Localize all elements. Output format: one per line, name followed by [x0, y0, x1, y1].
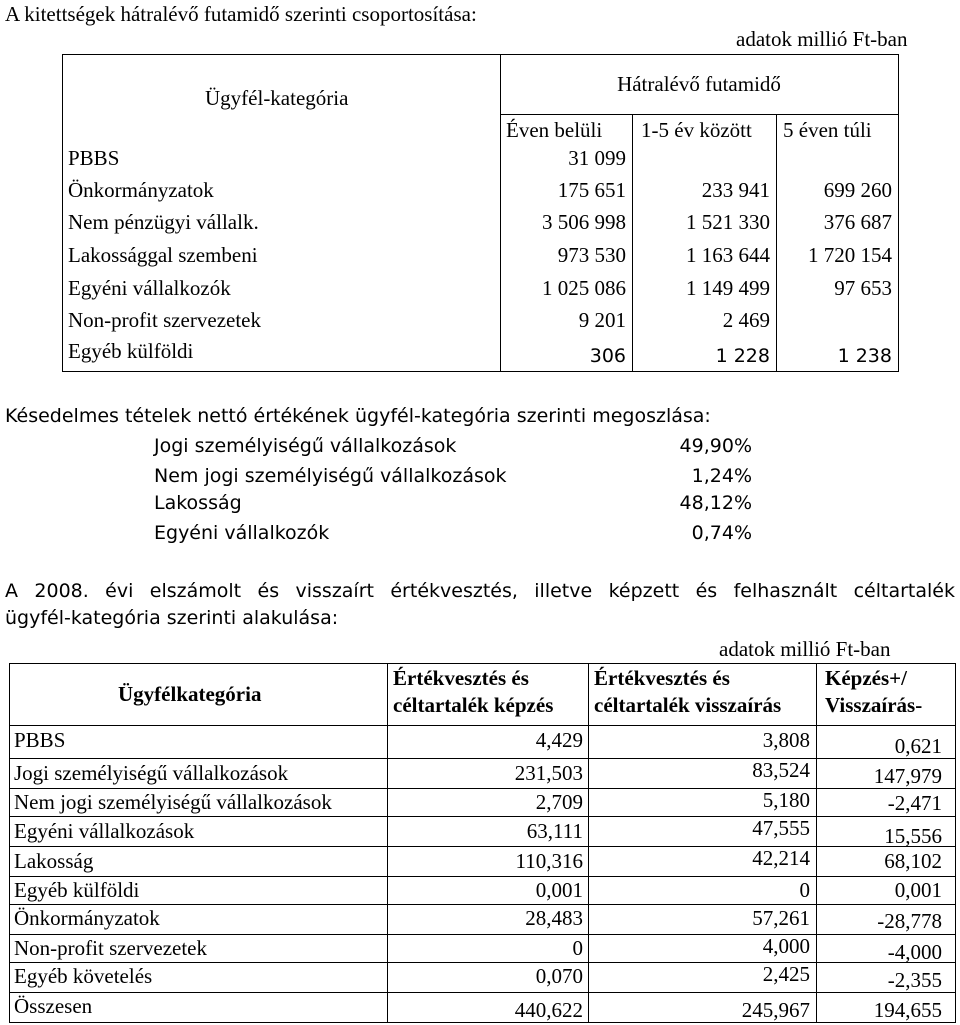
- maturity-cell: 1 228: [715, 345, 770, 367]
- maturity-row-label: Non-profit szervezetek: [68, 308, 261, 332]
- list-item-label: Egyéni vállalkozók: [154, 522, 330, 544]
- impairment-row-label: Lakosság: [14, 849, 94, 873]
- impairment-row-label: Önkormányzatok: [14, 906, 160, 930]
- impairment-cell: 231,503: [514, 761, 583, 785]
- maturity-row-label: Önkormányzatok: [68, 178, 214, 202]
- section1-title: A kitettségek hátralévő futamidő szerinti csoportosítása:: [5, 2, 477, 26]
- maturity-cell: 376 687: [823, 210, 892, 234]
- impairment-row-label: Nem jogi személyiségű vállalkozások: [14, 790, 332, 814]
- impairment-total-cell: 245,967: [741, 998, 810, 1022]
- impairment-cell: 15,556: [884, 824, 942, 848]
- impairment-cell: 47,555: [752, 816, 810, 840]
- impairment-row-label: Egyéb követelés: [14, 964, 153, 988]
- maturity-category-header: Ügyfél-kategória: [205, 86, 349, 110]
- impairment-total-cell: 440,622: [514, 998, 583, 1022]
- list-item-value: 48,12%: [679, 492, 752, 514]
- impairment-cell: 28,483: [525, 906, 583, 930]
- maturity-cell: 233 941: [701, 178, 770, 202]
- impairment-col1-header-line2: céltartalék képzés: [393, 693, 554, 717]
- impairment-col1-header-line1: Értékvesztés és: [393, 666, 529, 690]
- maturity-cell: 9 201: [578, 308, 626, 332]
- impairment-cell: 68,102: [884, 849, 942, 873]
- maturity-cell: 1 720 154: [808, 243, 892, 267]
- impairment-cell: 2,709: [535, 790, 583, 814]
- impairment-row-label: Egyéni vállalkozások: [14, 819, 195, 843]
- impairment-cell: 0,001: [894, 878, 942, 902]
- impairment-category-header: Ügyfélkategória: [118, 682, 262, 706]
- maturity-cell: 1 025 086: [542, 276, 626, 300]
- impairment-cell: 0,001: [535, 878, 583, 902]
- section3-unit-note: adatok millió Ft-ban: [719, 637, 891, 661]
- impairment-cell: 83,524: [752, 758, 810, 782]
- impairment-row-label: Jogi személyiségű vállalkozások: [14, 761, 289, 785]
- impairment-cell: 0,621: [894, 734, 942, 758]
- maturity-cell: 973 530: [557, 243, 626, 267]
- impairment-cell: 3,808: [762, 728, 810, 752]
- maturity-cell: 97 653: [834, 276, 892, 300]
- impairment-cell: 57,261: [752, 906, 810, 930]
- impairment-cell: 4,000: [762, 934, 810, 958]
- section3-intro-line2: ügyfél-kategória szerinti alakulása:: [5, 607, 339, 629]
- impairment-col2-header-line2: céltartalék visszaírás: [594, 693, 782, 717]
- maturity-row-label: PBBS: [68, 146, 120, 170]
- list-item-label: Nem jogi személyiségű vállalkozások: [154, 465, 507, 487]
- impairment-cell: 0: [799, 878, 810, 902]
- maturity-cell: 306: [589, 345, 626, 367]
- impairment-cell: 2,425: [762, 962, 810, 986]
- maturity-cell: 31 099: [568, 146, 626, 170]
- maturity-row-label: Lakossággal szembeni: [68, 243, 258, 267]
- impairment-total-cell: 194,655: [873, 998, 942, 1022]
- impairment-cell: 147,979: [873, 764, 942, 788]
- list-item-value: 0,74%: [691, 522, 752, 544]
- maturity-row-label: Egyéni vállalkozók: [68, 276, 231, 300]
- maturity-cell: 2 469: [722, 308, 770, 332]
- maturity-col-within-year: Éven belüli: [506, 118, 603, 142]
- impairment-col3-header-line1: Képzés+/: [825, 666, 907, 690]
- impairment-cell: 5,180: [762, 788, 810, 812]
- impairment-cell: 4,429: [535, 728, 583, 752]
- impairment-cell: -28,778: [877, 909, 942, 933]
- list-item-label: Jogi személyiségű vállalkozások: [154, 435, 457, 457]
- maturity-cell: 175 651: [557, 178, 626, 202]
- impairment-cell: 110,316: [515, 849, 583, 873]
- impairment-total-label: Összesen: [14, 994, 93, 1018]
- impairment-row-label: Non-profit szervezetek: [14, 936, 207, 960]
- impairment-cell: 0,070: [535, 964, 583, 988]
- section2-title: Késedelmes tételek nettó értékének ügyfél-kategória szerinti megoszlása:: [5, 405, 711, 427]
- impairment-row-label: PBBS: [14, 728, 66, 752]
- list-item-label: Lakosság: [154, 492, 242, 514]
- impairment-cell: -4,000: [887, 940, 942, 964]
- maturity-col-over-5-years: 5 éven túli: [783, 118, 872, 142]
- impairment-col3-header-line2: Visszaírás-: [825, 693, 923, 717]
- impairment-row-label: Egyéb külföldi: [14, 878, 140, 902]
- maturity-cell: 3 506 998: [542, 210, 626, 234]
- maturity-group-header: Hátralévő futamidő: [617, 72, 781, 96]
- maturity-row-label: Nem pénzügyi vállalk.: [68, 210, 259, 234]
- impairment-col2-header-line1: Értékvesztés és: [594, 666, 730, 690]
- maturity-cell: 1 238: [837, 345, 892, 367]
- maturity-row-label: Egyéb külföldi: [68, 339, 194, 363]
- section1-unit-note: adatok millió Ft-ban: [736, 27, 908, 51]
- list-item-value: 49,90%: [679, 435, 752, 457]
- impairment-cell: -2,471: [887, 791, 942, 815]
- list-item-value: 1,24%: [691, 465, 752, 487]
- impairment-cell: 63,111: [526, 819, 583, 843]
- impairment-cell: -2,355: [887, 968, 942, 992]
- maturity-col-1-5-years: 1-5 év között: [641, 118, 752, 142]
- maturity-cell: 1 149 499: [686, 276, 770, 300]
- maturity-cell: 699 260: [823, 178, 892, 202]
- section3-intro-line1: A 2008. évi elszámolt és visszaírt értékvesztés, illetve képzett és felhasznált céltartalék: [5, 580, 955, 602]
- maturity-cell: 1 163 644: [686, 243, 770, 267]
- maturity-cell: 1 521 330: [686, 210, 770, 234]
- impairment-cell: 42,214: [752, 846, 810, 870]
- impairment-cell: 0: [572, 936, 583, 960]
